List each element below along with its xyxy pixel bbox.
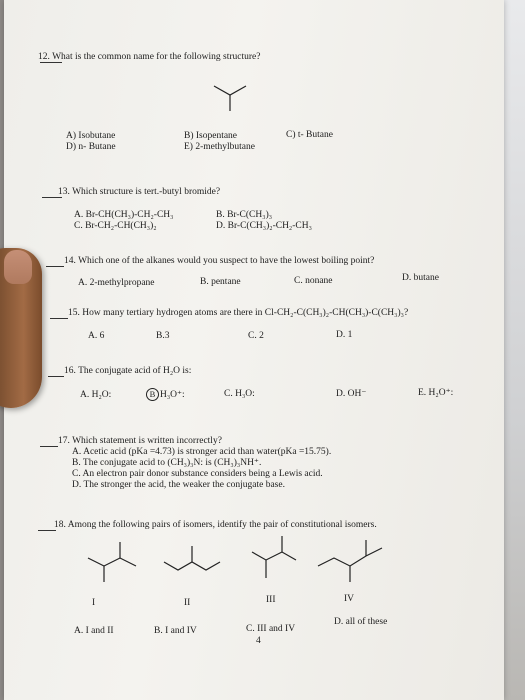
question-17: 17. Which statement is written incorrectly? — [58, 436, 222, 446]
q17-option-a: A. Acetic acid (pKa =4.73) is stronger acid than water(pKa =15.75). — [72, 447, 332, 457]
q16-option-d: D. OH⁻ — [336, 389, 367, 399]
q18-option-c: C. III and IV — [246, 624, 296, 634]
q16-option-c: C. H₃O: — [224, 389, 255, 399]
question-13: 13. Which structure is tert.-butyl bromide? — [58, 187, 221, 197]
q12-option-d: D) n- Butane — [66, 142, 116, 152]
q18-option-a: A. I and II — [74, 626, 114, 636]
question-15: 15. How many tertiary hydrogen atoms are there in Cl-CH₂-C(CH₃)₂-CH(CH₃)-C(CH₃)₃? — [68, 308, 409, 318]
isomer-structures — [4, 0, 504, 700]
q17-option-b: B. The conjugate acid to (CH₃)₃N: is (CH₃)₃NH⁺. — [72, 458, 262, 468]
q15-option-b: B.3 — [156, 331, 170, 341]
thumbnail — [4, 250, 32, 284]
q12-option-b: B) Isopentane — [184, 131, 238, 141]
isomer-iii-structure — [252, 536, 296, 578]
q13-option-d: D. Br-C(CH₃)₂-CH₂-CH₃ — [216, 221, 312, 231]
q14-option-b: B. pentane — [200, 277, 241, 287]
q12-option-a: A) Isobutane — [66, 131, 116, 141]
q13-option-c: C. Br-CH₂-CH(CH₃)₂ — [74, 221, 157, 231]
q18-option-b: B. I and IV — [154, 626, 197, 636]
question-16: 16. The conjugate acid of H₂O is: — [64, 366, 192, 376]
isomer-label-i: I — [92, 598, 96, 608]
isomer-label-iii: III — [266, 595, 276, 605]
q16-option-a: A. H₂O: — [80, 390, 112, 400]
isomer-i-structure — [88, 542, 136, 582]
q12-option-c: C) t- Butane — [286, 130, 333, 140]
isomer-label-iv: IV — [344, 594, 355, 604]
circled-answer-mark: B — [146, 388, 159, 401]
question-18: 18. Among the following pairs of isomers, identify the pair of constitutional isomers. — [54, 520, 377, 530]
handwritten-note: 4 — [256, 636, 261, 646]
q15-option-a: A. 6 — [88, 331, 105, 341]
q16-option-b-text: H₃O⁺: — [160, 390, 185, 400]
q14-option-c: C. nonane — [294, 276, 333, 286]
q12-option-e: E) 2-methylbutane — [184, 142, 255, 152]
q16-option-e: E. H₂O⁺: — [418, 388, 454, 398]
q13-option-a: A. Br-CH(CH₃)-CH₂-CH₃ — [74, 210, 174, 220]
isomer-ii-structure — [164, 546, 220, 570]
q17-option-c: C. An electron pair donor substance considers being a Lewis acid. — [72, 469, 323, 479]
q18-option-d: D. all of these — [334, 617, 388, 627]
q14-option-d: D. butane — [402, 273, 439, 283]
worksheet-page — [4, 0, 504, 700]
q14-option-a: A. 2-methylpropane — [78, 278, 155, 288]
q15-option-d: D. 1 — [336, 330, 353, 340]
q17-option-d: D. The stronger the acid, the weaker the conjugate base. — [72, 480, 285, 490]
q15-option-c: C. 2 — [248, 331, 264, 341]
isomer-label-ii: II — [184, 598, 191, 608]
isomer-iv-structure — [318, 540, 382, 582]
question-14: 14. Which one of the alkanes would you suspect to have the lowest boiling point? — [64, 256, 375, 266]
question-12: 12. What is the common name for the following structure? — [38, 52, 261, 62]
q13-option-b: B. Br-C(CH₃)₃ — [216, 210, 273, 220]
